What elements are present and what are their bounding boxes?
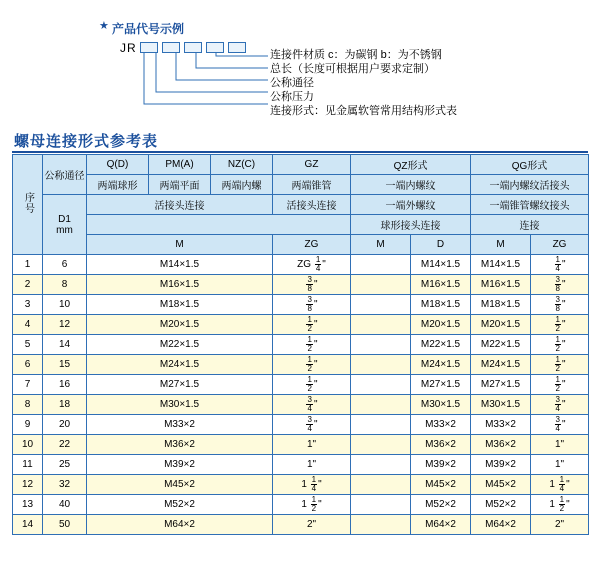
cell-qg-m: M14×1.5 [471,255,531,275]
cell-gz-zg: 1" [273,435,351,455]
cell-qg-zg: 1 $\frac{1}{4}$ " [531,475,589,495]
header-group-code: QZ形式 [351,155,471,175]
header-sym-zg2: ZG [531,235,589,255]
header-group-form: 两端球形 [87,175,149,195]
header-row-codes [13,155,589,175]
cell-m-thread: M27×1.5 [87,375,273,395]
cell-qz-m-blank [351,375,411,395]
cell-qz-d: M30×1.5 [411,395,471,415]
cell-gz-zg: 1 $\frac{1}{4}$ " [273,475,351,495]
header-row4-a: 球形接头连接 [351,215,471,235]
cell-qz-d: M64×2 [411,515,471,535]
cell-m-thread: M45×2 [87,475,273,495]
cell-qg-zg: $\frac{1}{2}$ " [531,315,589,335]
cell-qz-d: M27×1.5 [411,375,471,395]
cell-seq: 5 [13,335,43,355]
cell-qg-m: M22×1.5 [471,335,531,355]
cell-qz-m-blank [351,455,411,475]
cell-qz-m-blank [351,435,411,455]
cell-qz-d: M52×2 [411,495,471,515]
cell-qz-d: M22×1.5 [411,335,471,355]
legend-item: 公称压力 [270,91,314,103]
cell-gz-zg: $\frac{3}{4}$ " [273,395,351,415]
cell-qz-d: M16×1.5 [411,275,471,295]
cell-dn: 12 [43,315,87,335]
cell-seq: 14 [13,515,43,535]
cell-m-thread: M18×1.5 [87,295,273,315]
cell-dn: 8 [43,275,87,295]
cell-qg-zg: 1 $\frac{1}{2}$ " [531,495,589,515]
cell-gz-zg: $\frac{3}{8}$ " [273,295,351,315]
cell-dn: 18 [43,395,87,415]
header-sym-m3: M [471,235,531,255]
cell-qg-m: M36×2 [471,435,531,455]
cell-qg-zg: $\frac{1}{4}$ " [531,255,589,275]
header-row4-blank [87,215,351,235]
cell-m-thread: M14×1.5 [87,255,273,275]
table-row [13,335,589,355]
cell-qg-m: M24×1.5 [471,355,531,375]
cell-m-thread: M22×1.5 [87,335,273,355]
cell-seq: 8 [13,395,43,415]
header-sym-zg: ZG [273,235,351,255]
legend-item: 连接形式：见金属软管常用结构形式表 [270,105,457,117]
cell-dn: 16 [43,375,87,395]
cell-seq: 4 [13,315,43,335]
header-group-code: Q(D) [87,155,149,175]
cell-gz-zg: ZG $\frac{1}{4}$ " [273,255,351,275]
cell-qg-zg: $\frac{3}{8}$ " [531,295,589,315]
table-row [13,375,589,395]
legend-title: 产品代号示例 [112,22,185,36]
cell-seq: 9 [13,415,43,435]
cell-seq: 3 [13,295,43,315]
cell-dn: 10 [43,295,87,315]
star-icon: ★ [99,20,109,32]
header-group-code: QG形式 [471,155,589,175]
legend-item: 连接件材质 c：为碳钢 b：为不锈钢 [270,49,442,61]
cell-m-thread: M64×2 [87,515,273,535]
cell-qg-zg: $\frac{1}{2}$ " [531,335,589,355]
header-group-form: 两端内螺 [211,175,273,195]
cell-qg-m: M16×1.5 [471,275,531,295]
cell-qg-zg: 2" [531,515,589,535]
cell-seq: 6 [13,355,43,375]
cell-m-thread: M16×1.5 [87,275,273,295]
header-row3-b: 活接头连接 [273,195,351,215]
cell-dn: 32 [43,475,87,495]
cell-gz-zg: $\frac{1}{2}$ " [273,315,351,335]
cell-qz-m-blank [351,335,411,355]
cell-dn: 15 [43,355,87,375]
cell-qz-m-blank [351,275,411,295]
cell-qz-d: M36×2 [411,435,471,455]
legend-item-list [270,48,457,118]
cell-qg-zg: $\frac{3}{8}$ " [531,275,589,295]
cell-qg-m: M52×2 [471,495,531,515]
cell-m-thread: M20×1.5 [87,315,273,335]
table-row [13,435,589,455]
cell-dn: 50 [43,515,87,535]
header-group-form: 两端锥管 [273,175,351,195]
cell-qg-zg: $\frac{3}{4}$ " [531,395,589,415]
cell-qz-d: M14×1.5 [411,255,471,275]
cell-m-thread: M24×1.5 [87,355,273,375]
cell-qz-d: M45×2 [411,475,471,495]
cell-qg-zg: $\frac{1}{2}$ " [531,355,589,375]
cell-gz-zg: $\frac{3}{4}$ " [273,415,351,435]
cell-gz-zg: 1 $\frac{1}{2}$ " [273,495,351,515]
cell-seq: 10 [13,435,43,455]
cell-qz-m-blank [351,295,411,315]
header-row-symbols [13,235,589,255]
cell-qg-zg: $\frac{1}{2}$ " [531,375,589,395]
cell-gz-zg: $\frac{1}{2}$ " [273,375,351,395]
cell-gz-zg: $\frac{3}{8}$ " [273,275,351,295]
header-sym-d: D [411,235,471,255]
cell-qg-m: M18×1.5 [471,295,531,315]
cell-qg-zg: 1" [531,455,589,475]
header-sym-m: M [87,235,273,255]
cell-qz-d: M18×1.5 [411,295,471,315]
header-row3-a: 活接头连接 [87,195,273,215]
cell-qz-d: M39×2 [411,455,471,475]
header-mm-label: mm [56,224,73,236]
table-row [13,515,589,535]
header-group-code: GZ [273,155,351,175]
cell-qg-m: M20×1.5 [471,315,531,335]
cell-qz-d: M20×1.5 [411,315,471,335]
header-seq: 序号 [13,155,43,255]
header-d1 [43,195,87,255]
cell-qg-m: M39×2 [471,455,531,475]
code-prefix: JR [120,41,137,55]
cell-dn: 22 [43,435,87,455]
header-row3-c: 一端外螺纹 [351,195,471,215]
cell-seq: 1 [13,255,43,275]
table-row [13,415,589,435]
header-sym-m2: M [351,235,411,255]
cell-qz-m-blank [351,315,411,335]
title-underline [12,151,588,153]
cell-qg-m: M27×1.5 [471,375,531,395]
cell-qg-m: M45×2 [471,475,531,495]
table-row [13,295,589,315]
table-row [13,395,589,415]
cell-gz-zg: 1" [273,455,351,475]
header-row-joint [13,215,589,235]
header-group-code: NZ(C) [211,155,273,175]
table-row [13,255,589,275]
table-row [13,495,589,515]
cell-dn: 25 [43,455,87,475]
cell-qg-m: M30×1.5 [471,395,531,415]
cell-seq: 11 [13,455,43,475]
cell-gz-zg: $\frac{1}{2}$ " [273,335,351,355]
header-group-code: PM(A) [149,155,211,175]
table-body [13,255,589,535]
cell-qz-m-blank [351,355,411,375]
cell-qz-m-blank [351,415,411,435]
header-row-connection [13,195,589,215]
cell-qg-zg: $\frac{3}{4}$ " [531,415,589,435]
legend-item: 公称通径 [270,77,314,89]
nut-connection-table [12,154,589,535]
cell-qg-m: M64×2 [471,515,531,535]
cell-gz-zg: 2" [273,515,351,535]
cell-dn: 14 [43,335,87,355]
table-row [13,455,589,475]
header-row4-b: 连接 [471,215,589,235]
cell-qz-m-blank [351,495,411,515]
table-row [13,475,589,495]
cell-m-thread: M52×2 [87,495,273,515]
product-code-legend [0,0,600,128]
cell-qz-d: M33×2 [411,415,471,435]
cell-dn: 40 [43,495,87,515]
table-row [13,275,589,295]
legend-item: 总长（长度可根据用户要求定制） [270,63,435,75]
header-dn: 公称通径 [43,155,87,195]
cell-qg-zg: 1" [531,435,589,455]
cell-seq: 12 [13,475,43,495]
cell-m-thread: M36×2 [87,435,273,455]
cell-seq: 2 [13,275,43,295]
header-group-form: 一端内螺纹活接头 [471,175,589,195]
cell-qz-m-blank [351,475,411,495]
cell-m-thread: M39×2 [87,455,273,475]
cell-qz-d: M24×1.5 [411,355,471,375]
cell-m-thread: M33×2 [87,415,273,435]
header-group-form: 两端平面 [149,175,211,195]
table-row [13,355,589,375]
cell-gz-zg: $\frac{1}{2}$ " [273,355,351,375]
table-title: 螺母连接形式参考表 [14,133,159,150]
header-d1-label: D1 [58,213,71,225]
cell-qz-m-blank [351,515,411,535]
header-group-form: 一端内螺纹 [351,175,471,195]
table-head [13,155,589,255]
cell-seq: 7 [13,375,43,395]
cell-qz-m-blank [351,395,411,415]
cell-dn: 20 [43,415,87,435]
header-row3-d: 一端锥管螺纹接头 [471,195,589,215]
table-row [13,315,589,335]
cell-qg-m: M33×2 [471,415,531,435]
cell-seq: 13 [13,495,43,515]
cell-m-thread: M30×1.5 [87,395,273,415]
cell-qz-m-blank [351,255,411,275]
cell-dn: 6 [43,255,87,275]
header-row-forms [13,175,589,195]
